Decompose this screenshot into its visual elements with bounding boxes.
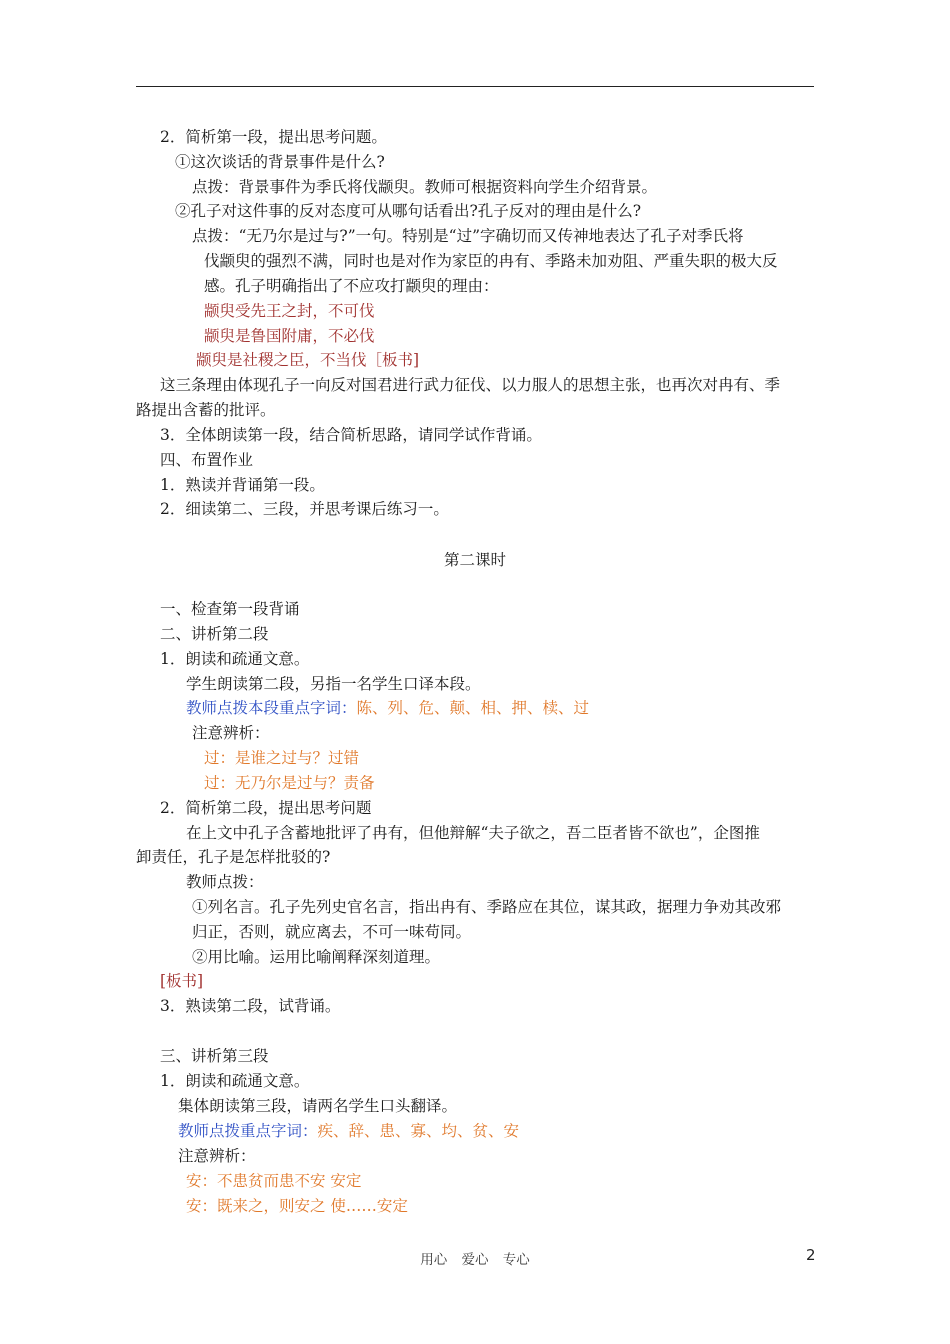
text-line: 点拨：“无乃尔是过与?”一句。特别是“过”字确切而又传神地表达了孔子对季氏将: [192, 227, 744, 245]
text-line: 点拨：背景事件为季氏将伐颛臾。教师可根据资料向学生介绍背景。: [192, 178, 658, 196]
section-heading: 一、检查第一段背诵: [160, 600, 300, 618]
keyword-line: [178, 1120, 519, 1142]
text-line: 路提出含蓄的批评。: [136, 401, 276, 419]
blackboard-line: 颛臾是社稷之臣，不当伐［板书]: [196, 351, 420, 369]
section-heading: 三、讲析第三段: [160, 1047, 269, 1065]
page-number: 2: [806, 1246, 816, 1264]
word-note: 安：不患贫而患不安 安定: [186, 1172, 362, 1190]
text-line: ①这次谈话的背景事件是什么?: [175, 153, 385, 171]
text-line: 教师点拨：: [186, 873, 264, 891]
text-line: ②用比喻。运用比喻阐释深刻道理。: [192, 948, 441, 966]
page-footer: 用心 爱心 专心: [420, 1252, 530, 1268]
header-rule: [136, 86, 814, 87]
keyword-label: 教师点拨本段重点字词：: [186, 699, 357, 717]
text-line: 3．全体朗读第一段，结合简析思路，请同学试作背诵。: [160, 426, 542, 444]
section-heading: 二、讲析第二段: [160, 625, 269, 643]
text-line: 集体朗读第三段，请两名学生口头翻译。: [178, 1097, 458, 1115]
text-line: 在上文中孔子含蓄地批评了冉有，但他辩解“夫子欲之，吾二臣者皆不欲也”，企图推: [186, 824, 760, 842]
word-note: 安：既来之，则安之 使……安定: [186, 1197, 408, 1215]
text-line: 2．细读第二、三段，并思考课后练习一。: [160, 500, 449, 518]
lesson-title: 第二课时: [443, 551, 506, 569]
keyword-label: 教师点拨重点字词：: [178, 1122, 318, 1140]
word-note: 过：无乃尔是过与？责备: [204, 774, 375, 792]
word-note: 过：是谁之过与？过错: [204, 749, 360, 767]
text-line: 2．简析第一段，提出思考问题。: [160, 128, 387, 146]
blackboard-line: 颛臾是鲁国附庸，不必伐: [204, 327, 375, 345]
text-line: 感。孔子明确指出了不应攻打颛臾的理由：: [204, 277, 499, 295]
text-line: 这三条理由体现孔子一向反对国君进行武力征伐、以力服人的思想主张，也再次对冉有、季: [160, 376, 781, 394]
text-line: 学生朗读第二段，另指一名学生口译本段。: [186, 675, 481, 693]
blackboard-tag: [板书]: [160, 972, 204, 990]
keyword-list: 陈、列、危、颠、相、押、椟、过: [356, 699, 590, 717]
text-line: 注意辨析：: [192, 724, 270, 742]
text-line: 1．熟读并背诵第一段。: [160, 476, 325, 494]
text-line: 归正，否则，就应离去，不可一味苟同。: [192, 923, 472, 941]
text-line: ②孔子对这件事的反对态度可从哪句话看出?孔子反对的理由是什么?: [175, 202, 642, 220]
text-line: ①列名言。孔子先列史官名言，指出冉有、季路应在其位，谋其政，据理力争劝其改邪: [192, 898, 782, 916]
text-line: 卸责任，孔子是怎样批驳的?: [136, 848, 331, 866]
section-heading: 四、布置作业: [160, 451, 254, 469]
text-line: 1．朗读和疏通文意。: [160, 650, 310, 668]
text-line: 1．朗读和疏通文意。: [160, 1072, 310, 1090]
blackboard-line: 颛臾受先王之封，不可伐: [204, 302, 375, 320]
text-line: 2．简析第二段，提出思考问题: [160, 799, 372, 817]
text-line: 注意辨析：: [178, 1147, 256, 1165]
keyword-list: 疾、辞、患、寡、均、贫、安: [317, 1122, 520, 1140]
text-line: 3．熟读第二段，试背诵。: [160, 997, 341, 1015]
keyword-line: [186, 697, 589, 719]
text-line: 伐颛臾的强烈不满，同时也是对作为家臣的冉有、季路未加劝阻、严重失职的极大反: [204, 252, 778, 270]
